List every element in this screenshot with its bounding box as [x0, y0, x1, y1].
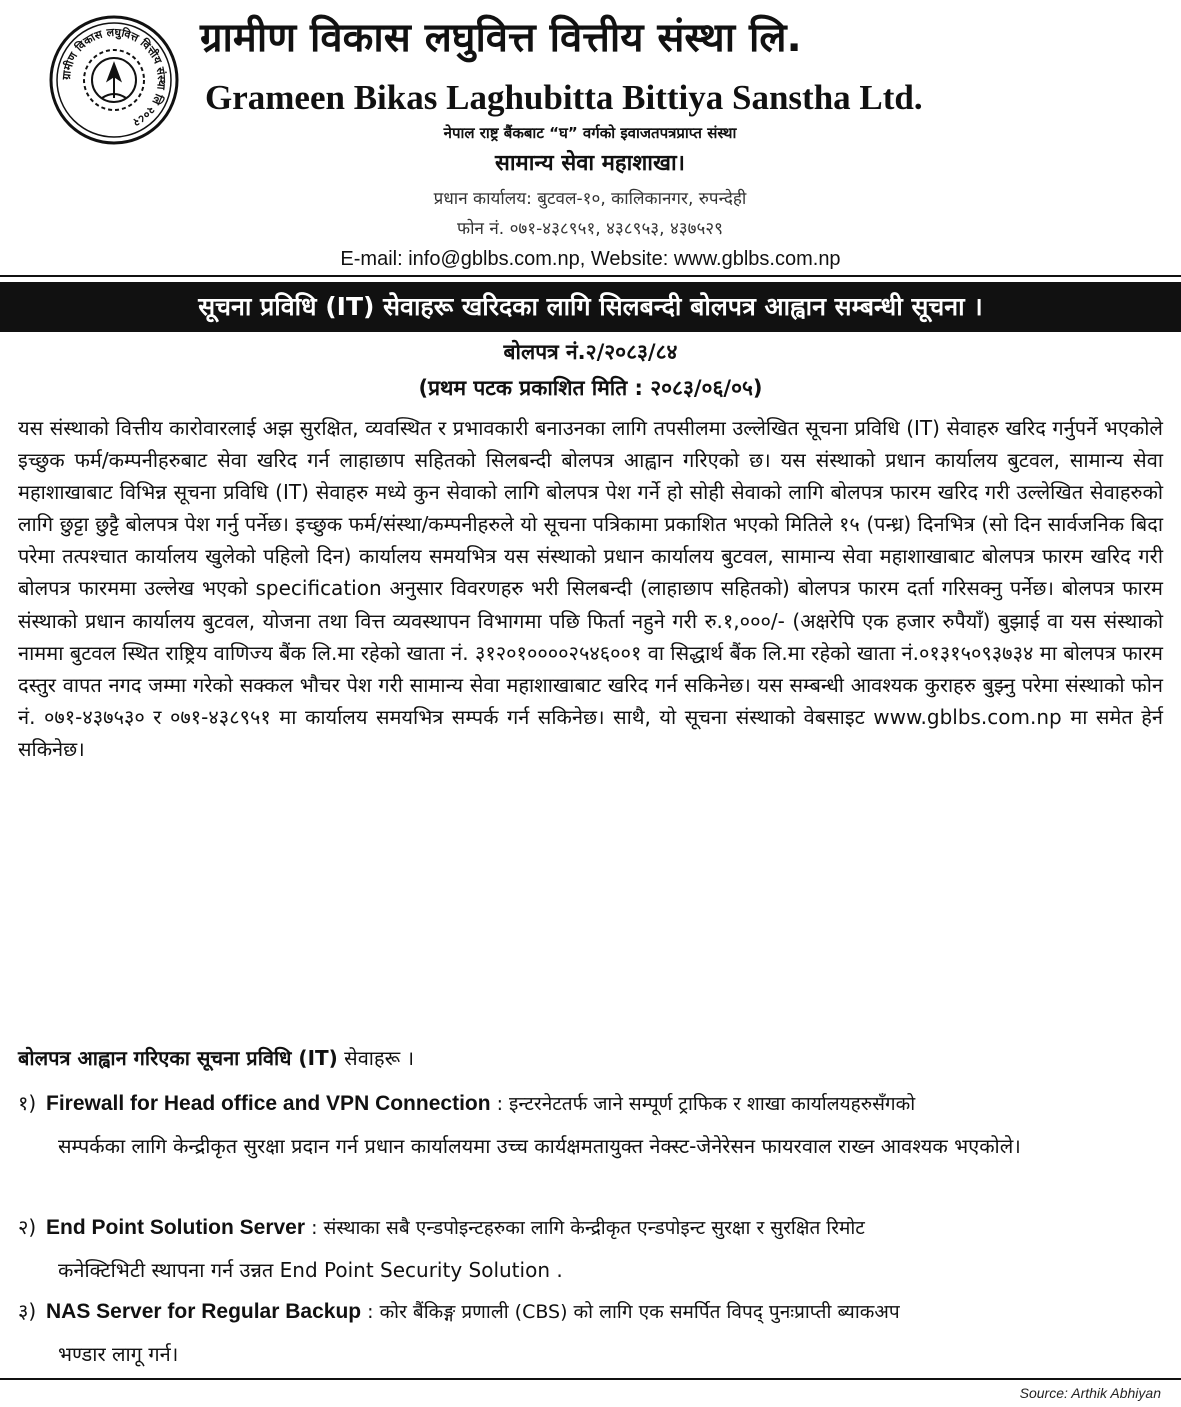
services-section-title — [18, 1042, 1163, 1074]
service-item-firewall — [18, 1082, 1163, 1167]
services-title-rest: सेवाहरू । — [337, 1046, 415, 1070]
service-item-heading: Firewall for Head office and VPN Connection — [46, 1092, 491, 1115]
service-item-heading: NAS Server for Regular Backup — [46, 1300, 362, 1323]
organization-name-nepali: ग्रामीण विकास लघुवित्त वित्तीय संस्था लि. — [200, 15, 802, 61]
service-item-continuation: कनेक्टिभिटी स्थापना गर्न उन्नत End Point Security Solution . — [58, 1258, 563, 1282]
phone-numbers: फोन नं. ०७१-४३८९५१, ४३८९५३, ४३७५२९ — [457, 219, 723, 239]
service-item-description: इन्टरनेटतर्फ जाने सम्पूर्ण ट्राफिक र शाखा कार्यालयहरुसँगको — [509, 1093, 916, 1115]
source-credit: Source: Arthik Abhiyan — [1019, 1385, 1161, 1401]
header-divider — [0, 275, 1181, 277]
service-item-number: २) — [18, 1215, 37, 1239]
service-item-first-line: १) Firewall for Head office and VPN Connection : इन्टरनेटतर्फ जाने सम्पूर्ण ट्राफिक र शाखा कार्यालयहरुसँगको — [18, 1082, 1163, 1125]
service-item-continuation: सम्पर्कका लागि केन्द्रीकृत सुरक्षा प्रदान गर्न प्रधान कार्यालयमा उच्च कार्यक्षमतायुक्त नेक्स्ट-जेनेरेसन फायरवाल राख्न आवश्यक भएकोले। — [58, 1134, 1021, 1158]
service-item-description: कोर बैंकिङ्ग प्रणाली (CBS) को लागि एक समर्पित विपद् पुनःप्राप्ती ब्याकअप — [379, 1301, 900, 1323]
service-item-continuation: भण्डार लागू गर्न। — [58, 1342, 179, 1366]
service-item-number: ३) — [18, 1299, 37, 1323]
notice-title-banner: सूचना प्रविधि (IT) सेवाहरू खरिदका लागि सिलबन्दी बोलपत्र आह्वान सम्बन्धी सूचना । — [0, 282, 1181, 332]
svg-text:ग्रामीण विकास लघुवित्त वित्तीय: ग्रामीण विकास लघुवित्त वित्तीय संस्था लि २०८२ — [59, 25, 169, 129]
publication-date: (प्रथम पटक प्रकाशित मिति : २०८३/०६/०५) — [418, 376, 763, 400]
service-item-endpoint — [18, 1206, 1163, 1291]
office-address: प्रधान कार्यालय: बुटवल-१०, कालिकानगर, रुपन्देही — [433, 189, 747, 209]
contact-email-website: E-mail: info@gblbs.com.np, Website: www.gblbs.com.np — [340, 248, 841, 270]
service-item-description: संस्थाका सबै एन्डपोइन्टहरुका लागि केन्द्रीकृत एन्डपोइन्ट सुरक्षा र सुरक्षित रिमोट — [323, 1217, 865, 1239]
service-item-first-line: २) End Point Solution Server : संस्थाका सबै एन्डपोइन्टहरुका लागि केन्द्रीकृत एन्डपोइन्ट सुरक्षा र सुरक्षित रिमोट — [18, 1206, 1163, 1249]
service-item-nas-backup — [18, 1290, 1163, 1375]
service-item-heading: End Point Solution Server — [46, 1216, 306, 1239]
service-item-number: १) — [18, 1091, 37, 1115]
notice-body-paragraph: यस संस्थाको वित्तीय कारोवारलाई अझ सुरक्षित, व्यवस्थित र प्रभावकारी बनाउनका लागि तपसीलमा उल्लेखित सूचना प्रविधि (IT) सेवाहरु खरिद गर्नुपर्ने भएकोले इच्छुक फर्म/कम्पनीहरुबाट सेवा खरिद गर्न लाहाछाप सहितको सिलबन्दी बोलपत्र आह्वान गरिएको छ। यस संस्थाको प्रधान कार्यालय बुटवल, सामान्य सेवा महाशाखाबाट विभिन्न सूचना प्रविधि (IT) सेवाहरु मध्ये कुन सेवाको लागि बोलपत्र पेश गर्ने हो सोही सेवाको लागि बोलपत्र फारम खरिद गरी उल्लेखित सेवाहरुको लागि छुट्टा छुट्टै बोलपत्र पेश गर्नु पर्नेछ। इच्छुक फर्म/संस्था/कम्पनीहरुले यो सूचना पत्रिकामा प्रकाशित भएको मितिले १५ (पन्ध्र) दिनभित्र (सो दिन सार्वजनिक बिदा परेमा तत्पश्चात कार्यालय खुलेको पहिलो दिन) कार्यालय समयभित्र यस संस्थाको प्रधान कार्यालय बुटवल, सामान्य सेवा महाशाखाबाट बोलपत्र फारम खरिद गरी बोलपत्र फारममा उल्लेख भएको specification अनुसार विवरणहरु भरी सिलबन्दी (लाहाछाप सहितको) बोलपत्र फारम दर्ता गरिसक्नु पर्नेछ। बोलपत्र फारम संस्थाको प्रधान कार्यालय बुटवल, योजना तथा वित्त व्यवस्थापन विभागमा पछि फिर्ता नहुने गरी रु.१,०००/- (अक्षरेपि एक हजार रुपैयाँ) बुझाई वा यस संस्थाको नाममा बुटवल स्थित राष्ट्रिय वाणिज्य बैंक लि.मा रहेको खाता नं. ३१२०१००००२५४६००१ वा सिद्धार्थ बैंक लि.मा रहेको खाता नं.०१३१५०९३७३४ मा बोलपत्र फारम दस्तुर वापत नगद जम्मा गरेको सक्कल भौचर पेश गरी सामान्य सेवा महाशाखाबाट खरिद गर्न सकिनेछ। यस सम्बन्धी आवश्यक कुराहरु बुझ्नु परेमा संस्थाको फोन नं. ०७१-४३७५३० र ०७१-४३८९५१ मा कार्यालय समयभित्र सम्पर्क गर्न सकिनेछ। साथै, यो सूचना संस्थाको वेबसाइट www.gblbs.com.np मा समेत हेर्न सकिनेछ। — [18, 416, 1163, 761]
license-statement: नेपाल राष्ट्र बैंकबाट “घ” वर्गको इवाजतपत्रप्राप्त संस्था — [443, 124, 737, 142]
service-item-first-line: ३) NAS Server for Regular Backup : कोर बैंकिङ्ग प्रणाली (CBS) को लागि एक समर्पित विपद् पुनःप्राप्ती ब्याकअप — [18, 1290, 1163, 1333]
department-name: सामान्य सेवा महाशाखा। — [494, 151, 686, 176]
organization-seal-logo — [48, 14, 180, 146]
notice-header — [0, 0, 1181, 275]
organization-name-english: Grameen Bikas Laghubitta Bittiya Sanstha Ltd. — [205, 78, 923, 117]
footer-divider — [0, 1378, 1181, 1380]
tender-number: बोलपत्र नं.२/२०८३/८४ — [503, 340, 678, 364]
services-title-bold: बोलपत्र आह्वान गरिएका सूचना प्रविधि (IT) — [18, 1046, 338, 1070]
